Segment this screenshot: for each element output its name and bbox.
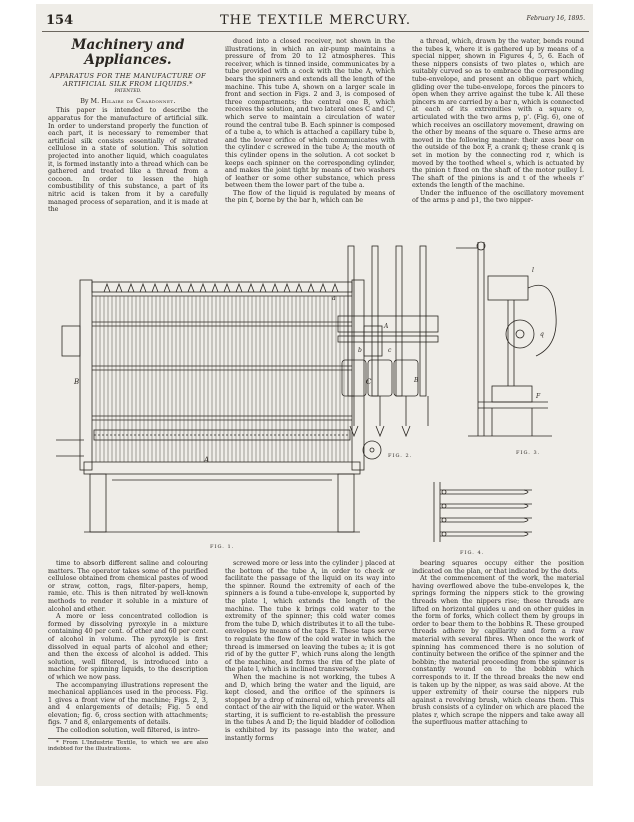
column-top-middle [225,38,395,266]
newspaper-page [36,4,593,786]
paragraph: bearing squares occupy either the position indicated on the plan, or that indicated by the dots. [412,560,584,575]
figure-3-label: q [540,331,544,338]
figure-3-caption: FIG. 3. [516,450,541,456]
paragraph: When the machine is not working, the tubes A and D, which bring the water and the liquid, are kept closed, and the orifice of the spinners is stopped by a drop of mineral oil, which prevents all contact of the air with the liquid or the water. When starting, it is sufficient to re-establish the pressure in the tubes A and D; the liquid bladder of collodion is exhibited by its passage into the water, and instantly forms [225,672,395,742]
column-top-right [412,38,584,266]
figure-4-drawing [404,478,554,546]
byline [48,98,208,106]
figure-3-label: F [536,393,541,400]
paragraph: At the commencement of the work, the material having overflowed above the tube-envelopes k, the springs forming the nippers stick to the growing threads when the nippers rise; these threads are lifted on horizontal guides u and on other guides in the form of forks, which collect them by groups in order to bear them to the bobbins R. These grouped threads adhere by capillarity and form a raw material with several fibres. When once the work of spinning has commenced there is no solution of continuity between the orifice of the spinner and the bobbin; the material proceeding from the spinner is constantly wound on to the bobbin which corresponds to it. If the thread breaks the new end is taken up by the nipper, as was said above. At the upper extremity of their course the nippers rub against a revolving brush, which cleans them. This brush consists of a cylinder on which are placed the plates r, which scrape the nippers and take away all the superfluous matter attaching to [412,574,584,727]
section-title-line-1: Machinery and [71,38,185,53]
figure-1-label: C [366,378,372,386]
paragraph: The flow of the liquid is regulated by means of the pin f, borne by the bar h, which can be [225,188,395,205]
patented-note: PATENTED. [114,89,142,95]
figure-3-drawing [448,236,570,448]
byline-author: Hilaire de Chardonnet. [101,96,176,105]
figure-2-label: b [358,347,362,354]
page-header [42,10,589,32]
paragraph: Under the influence of the oscillatory movement of the arms p and p1, the two nipper- [412,188,584,205]
figure-2 [328,240,450,462]
figure-2-label: B [414,377,419,384]
section-title-line-2: Appliances. [84,52,172,68]
paragraph: The accompanying illustrations represent the mechanical appliances used in the process. Fig. 1 gives a front view of the machine; Figs. 2, 3, and 4 enlargements of details; Fig. 5 end elevation; fig. 6, cross section with attachments; figs. 7 and 8, enlargements of details. [48,680,208,727]
figure-2-label: A [384,323,389,330]
page-number: 154 [46,13,74,28]
figure-2-label: c [388,347,392,354]
column-top-left [48,38,208,266]
paragraph: a thread, which, drawn by the water, bends round the tubes k, where it is gathered up by means of a special nipper, shown in Figures 4, 5, 6. Each of these nippers consists of two plates o, which are suitably curved so as to embrace the corresponding tube-envelope, and present an oblique part which, gliding over the tube-envelope, forces the pincers to open when they arrive against the tube k. All these pincers m are carried by a bar n, which is connected at each of its extremities with a square o, articulated with the two arms p, p'. (Fig. 6), one of which receives an oscillatory movement, drawing on the other by means of the square o. These arms are moved in the following manner: their axes bear on the outside of the box F, a crank q; these crank q is set in motion by the connecting rod r, which is moved by the toothed wheel s, which is actuated by the pinion t fixed on the shaft of the motor pulley l. The shaft of the pinions is and t of the wheels r' extends the length of the machine. [412,38,584,190]
article-title: APPARATUS FOR THE MANUFACTURE OF ARTIFICIAL SILK FROM LIQUIDS.* [50,72,206,88]
paragraph: duced into a closed receiver, not shown in the illustrations, in which an air-pump maintains a pressure of from 20 to 12 atmospheres. This receiver, which is tinned inside, communicates by a tube provided with a cock with the tube A, which bears the spinners and extends all the length of the machine. This tube A, shown on a larger scale in front and section in Figs. 2 and 3, is composed of three compartments; the central one B, which receives the solution, and two lateral ones C and C', which serve to maintain a circulation of water round the central tube B. Each spinner is composed of a tube a, to which is attached a capillary tube b, and the lower orifice of which communicates with the cylinder c screwed in the tube A; the mouth of this cylinder opens in the solution. A cot socket b keeps each spinner on the corresponding cylinder, and makes the joint tight by means of two washers of leather or some other substance, which press between them the lower part of the tube a. [225,38,395,190]
section-title [48,38,208,68]
figure-3-label: l [532,267,534,274]
column-bottom-right [412,560,584,782]
footnote: * From L'Industrie Textile, to which we are also indebted for the illustrations. [48,739,208,753]
figure-2-label: a [332,295,336,302]
figure-4 [404,478,554,558]
publication-title: THE TEXTILE MERCURY. [219,13,412,28]
column-bottom-middle [225,560,395,782]
paragraph: This paper is intended to describe the apparatus for the manufacture of artificial silk. In order to understand properly the function of each part, it is necessary to remember that artificial silk consists essentially of nitrated cellulose in a state of solution. This solution projected into another liquid, which coagulates it, is formed instantly into a thread which can be gathered and treated like a thread from a cocoon. In order to lessen the high combustibility of this substance, a part of its nitric acid is taken from it by a carefully managed process of separation, and it is made at the [48,106,208,214]
issue-date: February 16, 1895. [526,15,585,22]
figure-2-caption: FIG. 2. [388,453,413,459]
figure-4-caption: FIG. 4. [460,550,485,556]
figure-1-label: A [204,456,210,464]
figure-1-label: B [74,378,80,386]
paragraph: screwed more or less into the cylinder j placed at the bottom of the tube A, in order to check or facilitate the passage of the liquid on its way into the spinner. Round the extremity of each of the spinners a is found a tube-envelope k, supported by the plate l, which extends the length of the machine. The tube k brings cold water to the extremity of the spinner; this cold water comes from the tube D, which distributes it to all the tube-envelopes by means of the taps E. These taps serve to regulate the flow of the cold water in which the thread is immersed on leaving the tubes a; it is got rid of by the gutter F', which runs along the length of the machine, and forms the rim of the plate of the plate l, which is inclined transversely. [225,560,395,674]
figure-3 [448,236,570,462]
paragraph: The collodion solution, well filtered, is intro- [56,726,200,735]
paragraph: A more or less concentrated collodion is formed by dissolving pyroxyle in a mixture containing 40 per cent. of ether and 60 per cent. of alcohol in volume. The pyroxyle is first dissolved in equal parts of alcohol and ether; and then the excess of alcohol is added. This solution, well filtered, is introduced into a machine for spinning liquids, to the description of which we now pass. [48,612,208,681]
figure-1-caption: FIG. 1. [210,544,235,550]
paragraph: time to absorb different saline and colouring matters. The operator takes some of the purified cellulose obtained from chemical pastes of wood or straw, cotton, rags, filter-papers, hemp, ramie, etc. This is then nitrated by well-known methods to render it soluble in a mixture of alcohol and ether. [48,560,208,613]
column-bottom-left [48,560,208,782]
byline-prefix: By M. [80,96,100,105]
figure-2-drawing [328,240,450,450]
